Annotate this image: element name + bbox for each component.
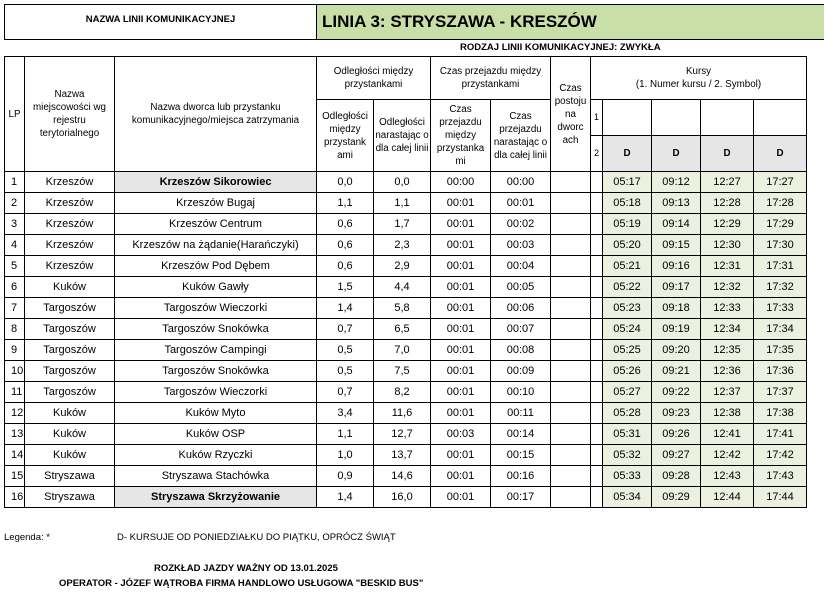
departure-time-cell: 09:16: [652, 256, 701, 277]
distance-between-cell: 1,1: [317, 193, 374, 214]
departure-time-cell: 05:20: [603, 235, 652, 256]
table-row: [5, 403, 807, 424]
distance-between-cell: 0,6: [317, 235, 374, 256]
spacer-cell: [591, 256, 603, 277]
departure-time-cell: 05:21: [603, 256, 652, 277]
table-row: [5, 172, 807, 193]
distance-cumulative-cell: 14,6: [374, 466, 431, 487]
spacer-cell: [591, 487, 603, 508]
departure-time-cell: 12:33: [701, 298, 754, 319]
distance-between-cell: 3,4: [317, 403, 374, 424]
course-number-cell: [754, 100, 807, 136]
timetable: [4, 56, 807, 508]
departure-time-cell: 12:36: [701, 361, 754, 382]
distance-cumulative-cell: 8,2: [374, 382, 431, 403]
stop-cell: Targoszów Campingi: [115, 340, 317, 361]
lp-cell: 3: [5, 214, 25, 235]
spacer-cell: [591, 193, 603, 214]
time-between-cell: 00:01: [431, 214, 491, 235]
distance-between-cell: 0,7: [317, 319, 374, 340]
stop-time-cell: [551, 298, 591, 319]
lp-cell: 5: [5, 256, 25, 277]
departure-time-cell: 17:36: [754, 361, 807, 382]
stop-cell: Kuków Gawły: [115, 277, 317, 298]
time-between-cell: 00:01: [431, 487, 491, 508]
stop-cell: Krzeszów Centrum: [115, 214, 317, 235]
departure-time-cell: 17:27: [754, 172, 807, 193]
stop-time-cell: [551, 256, 591, 277]
distance-cumulative-cell: 7,0: [374, 340, 431, 361]
municipality-cell: Krzeszów: [25, 214, 115, 235]
departure-time-cell: 05:31: [603, 424, 652, 445]
departure-time-cell: 05:26: [603, 361, 652, 382]
stop-cell: Krzeszów Pod Dębem: [115, 256, 317, 277]
distance-cumulative-cell: 2,9: [374, 256, 431, 277]
spacer-cell: [591, 424, 603, 445]
time-cumulative-cell: 00:05: [491, 277, 551, 298]
time-cumulative-cell: 00:03: [491, 235, 551, 256]
departure-time-cell: 12:38: [701, 403, 754, 424]
distance-between-cell: 0,0: [317, 172, 374, 193]
municipality-cell: Krzeszów: [25, 193, 115, 214]
distance-cumulative-cell: 5,8: [374, 298, 431, 319]
course-number-cell: [701, 100, 754, 136]
time-between-cell: 00:01: [431, 298, 491, 319]
departure-time-cell: 09:28: [652, 466, 701, 487]
departure-time-cell: 09:23: [652, 403, 701, 424]
municipality-cell: Targoszów: [25, 361, 115, 382]
distance-cumulative-cell: 16,0: [374, 487, 431, 508]
time-between-cell: 00:01: [431, 466, 491, 487]
table-row: [5, 445, 807, 466]
lp-cell: 10: [5, 361, 25, 382]
lp-cell: 1: [5, 172, 25, 193]
spacer-cell: [591, 319, 603, 340]
departure-time-cell: 05:23: [603, 298, 652, 319]
departure-time-cell: 09:21: [652, 361, 701, 382]
lp-cell: 8: [5, 319, 25, 340]
stop-cell: Targoszów Wieczorki: [115, 298, 317, 319]
stop-time-cell: [551, 424, 591, 445]
departure-time-cell: 05:24: [603, 319, 652, 340]
courses-label: Kursy: [685, 66, 712, 77]
time-cumulative-cell: 00:02: [491, 214, 551, 235]
departure-time-cell: 12:31: [701, 256, 754, 277]
stop-time-cell: [551, 172, 591, 193]
departure-time-cell: 17:42: [754, 445, 807, 466]
departure-time-cell: 09:13: [652, 193, 701, 214]
legend-label: Legenda: *: [4, 532, 50, 543]
stop-cell: Krzeszów na żądanie(Harańczyki): [115, 235, 317, 256]
time-cumulative-cell: 00:01: [491, 193, 551, 214]
distance-cumulative-cell: 1,7: [374, 214, 431, 235]
line-name-label: NAZWA LINII KOMUNIKACYJNEJ: [4, 4, 317, 40]
departure-time-cell: 05:34: [603, 487, 652, 508]
distance-between-cell: 0,5: [317, 340, 374, 361]
stop-cell: Stryszawa Stachówka: [115, 466, 317, 487]
time-between-cell: 00:01: [431, 277, 491, 298]
table-row: [5, 466, 807, 487]
spacer-cell: [591, 340, 603, 361]
stop-time-cell: [551, 403, 591, 424]
distance-cumulative-cell: 13,7: [374, 445, 431, 466]
time-cumulative-cell: 00:07: [491, 319, 551, 340]
table-row: [5, 235, 807, 256]
time-between-cell: 00:01: [431, 235, 491, 256]
spacer-cell: [591, 466, 603, 487]
departure-time-cell: 09:17: [652, 277, 701, 298]
departure-time-cell: 09:27: [652, 445, 701, 466]
municipality-cell: Krzeszów: [25, 172, 115, 193]
departure-time-cell: 09:12: [652, 172, 701, 193]
distance-between-cell: 1,1: [317, 424, 374, 445]
departure-time-cell: 05:18: [603, 193, 652, 214]
spacer-cell: [591, 298, 603, 319]
departure-time-cell: 09:20: [652, 340, 701, 361]
col-time-between: Czas przejazdu między przystanka mi: [431, 100, 491, 172]
distance-between-cell: 0,7: [317, 382, 374, 403]
time-between-cell: 00:03: [431, 424, 491, 445]
lp-cell: 7: [5, 298, 25, 319]
municipality-cell: Targoszów: [25, 340, 115, 361]
stop-time-cell: [551, 193, 591, 214]
table-row: [5, 214, 807, 235]
table-row: [5, 424, 807, 445]
stop-time-cell: [551, 319, 591, 340]
departure-time-cell: 09:18: [652, 298, 701, 319]
distance-between-cell: 0,9: [317, 466, 374, 487]
time-cumulative-cell: 00:08: [491, 340, 551, 361]
municipality-cell: Kuków: [25, 277, 115, 298]
stop-cell: Kuków Myto: [115, 403, 317, 424]
stop-time-cell: [551, 214, 591, 235]
stop-time-cell: [551, 340, 591, 361]
spacer-cell: [591, 403, 603, 424]
departure-time-cell: 05:32: [603, 445, 652, 466]
stop-time-cell: [551, 382, 591, 403]
municipality-cell: Stryszawa: [25, 487, 115, 508]
course-symbol: D: [603, 136, 652, 172]
departure-time-cell: 17:43: [754, 466, 807, 487]
lp-cell: 9: [5, 340, 25, 361]
departure-time-cell: 12:37: [701, 382, 754, 403]
time-cumulative-cell: 00:09: [491, 361, 551, 382]
time-between-cell: 00:01: [431, 340, 491, 361]
departure-time-cell: 17:33: [754, 298, 807, 319]
col-time-group: Czas przejazdu między przystankami: [431, 57, 551, 100]
departure-time-cell: 12:30: [701, 235, 754, 256]
line-type-label: RODZAJ LINII KOMUNIKACYJNEJ: ZWYKŁA: [460, 42, 661, 53]
departure-time-cell: 09:22: [652, 382, 701, 403]
table-row: [5, 298, 807, 319]
stop-cell: Targoszów Wieczorki: [115, 382, 317, 403]
col-time-cumulative: Czas przejazdu narastając o dla całej linii: [491, 100, 551, 172]
municipality-cell: Targoszów: [25, 319, 115, 340]
time-cumulative-cell: 00:11: [491, 403, 551, 424]
spacer-cell: [591, 382, 603, 403]
departure-time-cell: 12:29: [701, 214, 754, 235]
stop-time-cell: [551, 235, 591, 256]
stop-time-cell: [551, 487, 591, 508]
col-stop-time: Czas postoju na dworc ach: [551, 57, 591, 172]
distance-cumulative-cell: 0,0: [374, 172, 431, 193]
lp-cell: 4: [5, 235, 25, 256]
distance-between-cell: 1,0: [317, 445, 374, 466]
course-symbol: D: [652, 136, 701, 172]
departure-time-cell: 17:34: [754, 319, 807, 340]
departure-time-cell: 05:19: [603, 214, 652, 235]
lp-cell: 16: [5, 487, 25, 508]
departure-time-cell: 09:14: [652, 214, 701, 235]
departure-time-cell: 05:17: [603, 172, 652, 193]
departure-time-cell: 05:28: [603, 403, 652, 424]
course-symbol: D: [701, 136, 754, 172]
departure-time-cell: 17:35: [754, 340, 807, 361]
valid-from: ROZKŁAD JAZDY WAŻNY OD 13.01.2025: [154, 563, 338, 574]
distance-between-cell: 1,4: [317, 487, 374, 508]
departure-time-cell: 17:29: [754, 214, 807, 235]
lp-cell: 11: [5, 382, 25, 403]
departure-time-cell: 12:44: [701, 487, 754, 508]
departure-time-cell: 09:26: [652, 424, 701, 445]
stop-time-cell: [551, 445, 591, 466]
spacer-cell: [591, 235, 603, 256]
col-dist-between: Odległości między przystank ami: [317, 100, 374, 172]
municipality-cell: Kuków: [25, 403, 115, 424]
course-number-cell: [652, 100, 701, 136]
departure-time-cell: 17:28: [754, 193, 807, 214]
departure-time-cell: 09:15: [652, 235, 701, 256]
distance-cumulative-cell: 12,7: [374, 424, 431, 445]
lp-cell: 15: [5, 466, 25, 487]
departure-time-cell: 17:32: [754, 277, 807, 298]
stop-cell: Krzeszów Bugaj: [115, 193, 317, 214]
distance-cumulative-cell: 6,5: [374, 319, 431, 340]
time-between-cell: 00:01: [431, 445, 491, 466]
time-between-cell: 00:01: [431, 319, 491, 340]
time-cumulative-cell: 00:17: [491, 487, 551, 508]
time-between-cell: 00:00: [431, 172, 491, 193]
departure-time-cell: 09:19: [652, 319, 701, 340]
col-dist-cumulative: Odległości narastając o dla całej linii: [374, 100, 431, 172]
lp-cell: 14: [5, 445, 25, 466]
time-cumulative-cell: 00:06: [491, 298, 551, 319]
departure-time-cell: 12:34: [701, 319, 754, 340]
line-title: LINIA 3: STRYSZAWA - KRESZÓW: [317, 4, 824, 40]
departure-time-cell: 12:42: [701, 445, 754, 466]
col-distances-group: Odległości między przystankami: [317, 57, 431, 100]
time-cumulative-cell: 00:15: [491, 445, 551, 466]
departure-time-cell: 17:37: [754, 382, 807, 403]
municipality-cell: Targoszów: [25, 298, 115, 319]
municipality-cell: Krzeszów: [25, 256, 115, 277]
table-row: [5, 340, 807, 361]
col-stop: Nazwa dworca lub przystanku komunikacyjnego/miejsca zatrzymania: [115, 57, 317, 172]
time-cumulative-cell: 00:04: [491, 256, 551, 277]
stop-cell: Kuków OSP: [115, 424, 317, 445]
stop-cell: Kuków Rzyczki: [115, 445, 317, 466]
time-between-cell: 00:01: [431, 193, 491, 214]
stop-cell: Targoszów Snokówka: [115, 361, 317, 382]
departure-time-cell: 09:29: [652, 487, 701, 508]
municipality-cell: Kuków: [25, 424, 115, 445]
departure-time-cell: 12:41: [701, 424, 754, 445]
course-symbol-row-label: 2: [591, 136, 603, 172]
municipality-cell: Targoszów: [25, 382, 115, 403]
stop-time-cell: [551, 466, 591, 487]
time-cumulative-cell: 00:16: [491, 466, 551, 487]
departure-time-cell: 12:32: [701, 277, 754, 298]
municipality-cell: Stryszawa: [25, 466, 115, 487]
distance-between-cell: 0,5: [317, 361, 374, 382]
table-row: [5, 382, 807, 403]
lp-cell: 6: [5, 277, 25, 298]
distance-cumulative-cell: 4,4: [374, 277, 431, 298]
col-lp: LP: [5, 57, 25, 172]
distance-cumulative-cell: 2,3: [374, 235, 431, 256]
courses-sub-label: (1. Numer kursu / 2. Symbol): [635, 79, 762, 90]
table-row: [5, 361, 807, 382]
spacer-cell: [591, 445, 603, 466]
course-number-row-label: 1: [591, 100, 603, 136]
distance-cumulative-cell: 1,1: [374, 193, 431, 214]
stop-time-cell: [551, 361, 591, 382]
departure-time-cell: 17:31: [754, 256, 807, 277]
course-number-cell: [603, 100, 652, 136]
municipality-cell: Kuków: [25, 445, 115, 466]
distance-between-cell: 1,5: [317, 277, 374, 298]
time-between-cell: 00:01: [431, 382, 491, 403]
time-cumulative-cell: 00:14: [491, 424, 551, 445]
departure-time-cell: 17:38: [754, 403, 807, 424]
spacer-cell: [591, 172, 603, 193]
stop-time-cell: [551, 277, 591, 298]
departure-time-cell: 12:28: [701, 193, 754, 214]
departure-time-cell: 17:44: [754, 487, 807, 508]
course-symbol: D: [754, 136, 807, 172]
distance-between-cell: 0,6: [317, 256, 374, 277]
col-municipality: Nazwa miejscowości wg rejestru terytorialnego: [25, 57, 115, 172]
lp-cell: 12: [5, 403, 25, 424]
departure-time-cell: 05:27: [603, 382, 652, 403]
table-row: [5, 256, 807, 277]
time-cumulative-cell: 00:00: [491, 172, 551, 193]
spacer-cell: [591, 361, 603, 382]
lp-cell: 2: [5, 193, 25, 214]
lp-cell: 13: [5, 424, 25, 445]
distance-between-cell: 1,4: [317, 298, 374, 319]
table-row: [5, 487, 807, 508]
time-cumulative-cell: 00:10: [491, 382, 551, 403]
stop-cell: Stryszawa Skrzyżowanie: [115, 487, 317, 508]
operator: OPERATOR - JÓZEF WĄTROBA FIRMA HANDLOWO USŁUGOWA "BESKID BUS": [59, 578, 424, 589]
distance-cumulative-cell: 11,6: [374, 403, 431, 424]
stop-cell: Krzeszów Sikorowiec: [115, 172, 317, 193]
municipality-cell: Krzeszów: [25, 235, 115, 256]
legend-text: D- KURSUJE OD PONIEDZIAŁKU DO PIĄTKU, OPRÓCZ ŚWIĄT: [117, 532, 396, 543]
table-row: [5, 319, 807, 340]
departure-time-cell: 12:35: [701, 340, 754, 361]
time-between-cell: 00:01: [431, 361, 491, 382]
table-row: [5, 277, 807, 298]
distance-between-cell: 0,6: [317, 214, 374, 235]
departure-time-cell: 17:30: [754, 235, 807, 256]
departure-time-cell: 12:43: [701, 466, 754, 487]
departure-time-cell: 17:41: [754, 424, 807, 445]
departure-time-cell: 12:27: [701, 172, 754, 193]
spacer-cell: [591, 214, 603, 235]
distance-cumulative-cell: 7,5: [374, 361, 431, 382]
time-between-cell: 00:01: [431, 403, 491, 424]
table-row: [5, 193, 807, 214]
spacer-cell: [591, 277, 603, 298]
departure-time-cell: 05:22: [603, 277, 652, 298]
stop-cell: Targoszów Snokówka: [115, 319, 317, 340]
time-between-cell: 00:01: [431, 256, 491, 277]
departure-time-cell: 05:25: [603, 340, 652, 361]
col-courses-group: [591, 57, 807, 100]
departure-time-cell: 05:33: [603, 466, 652, 487]
